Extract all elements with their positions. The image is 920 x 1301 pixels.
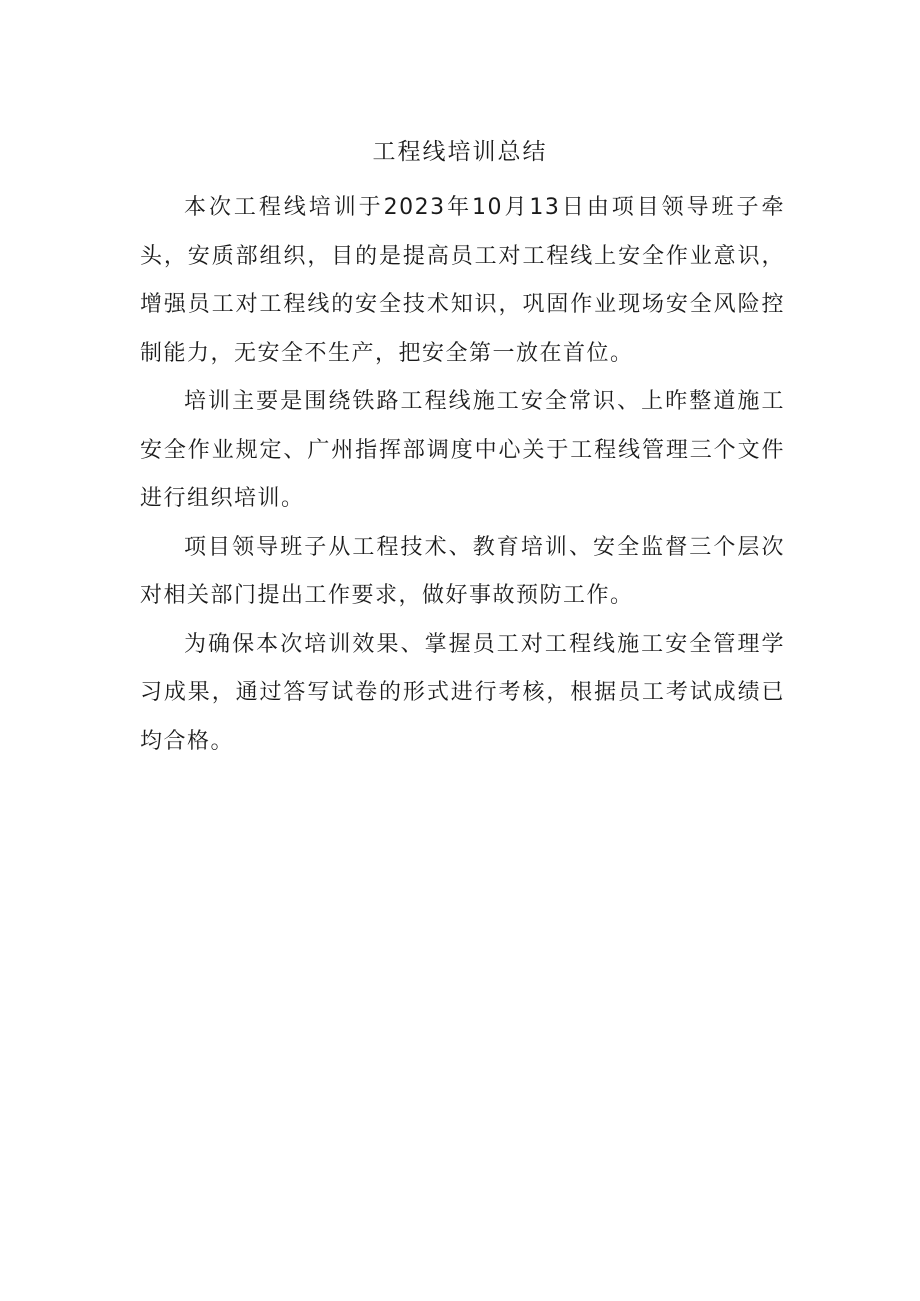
paragraph-3: 项目领导班子从工程技术、教育培训、安全监督三个层次对相关部门提出工作要求，做好事故预防工作。 [140, 534, 785, 608]
document-title: 工程线培训总结 [372, 139, 548, 165]
paragraph-2: 培训主要是围绕铁路工程线施工安全常识、上昨整道施工安全作业规定、广州指挥部调度中心关于工程线管理三个文件进行组织培训。 [140, 389, 785, 511]
paragraph-1: 本次工程线培训于2023年10月13日由项目领导班子牵头，安质部组织，目的是提高员工对工程线上安全作业意识，增强员工对工程线的安全技术知识，巩固作业现场安全风险控制能力，无安全不生产，把安全第一放在首位。 [140, 195, 785, 366]
paragraph-4: 为确保本次培训效果、掌握员工对工程线施工安全管理学习成果，通过答写试卷的形式进行考核，根据员工考试成绩已均合格。 [140, 631, 785, 754]
document-body [140, 184, 785, 766]
